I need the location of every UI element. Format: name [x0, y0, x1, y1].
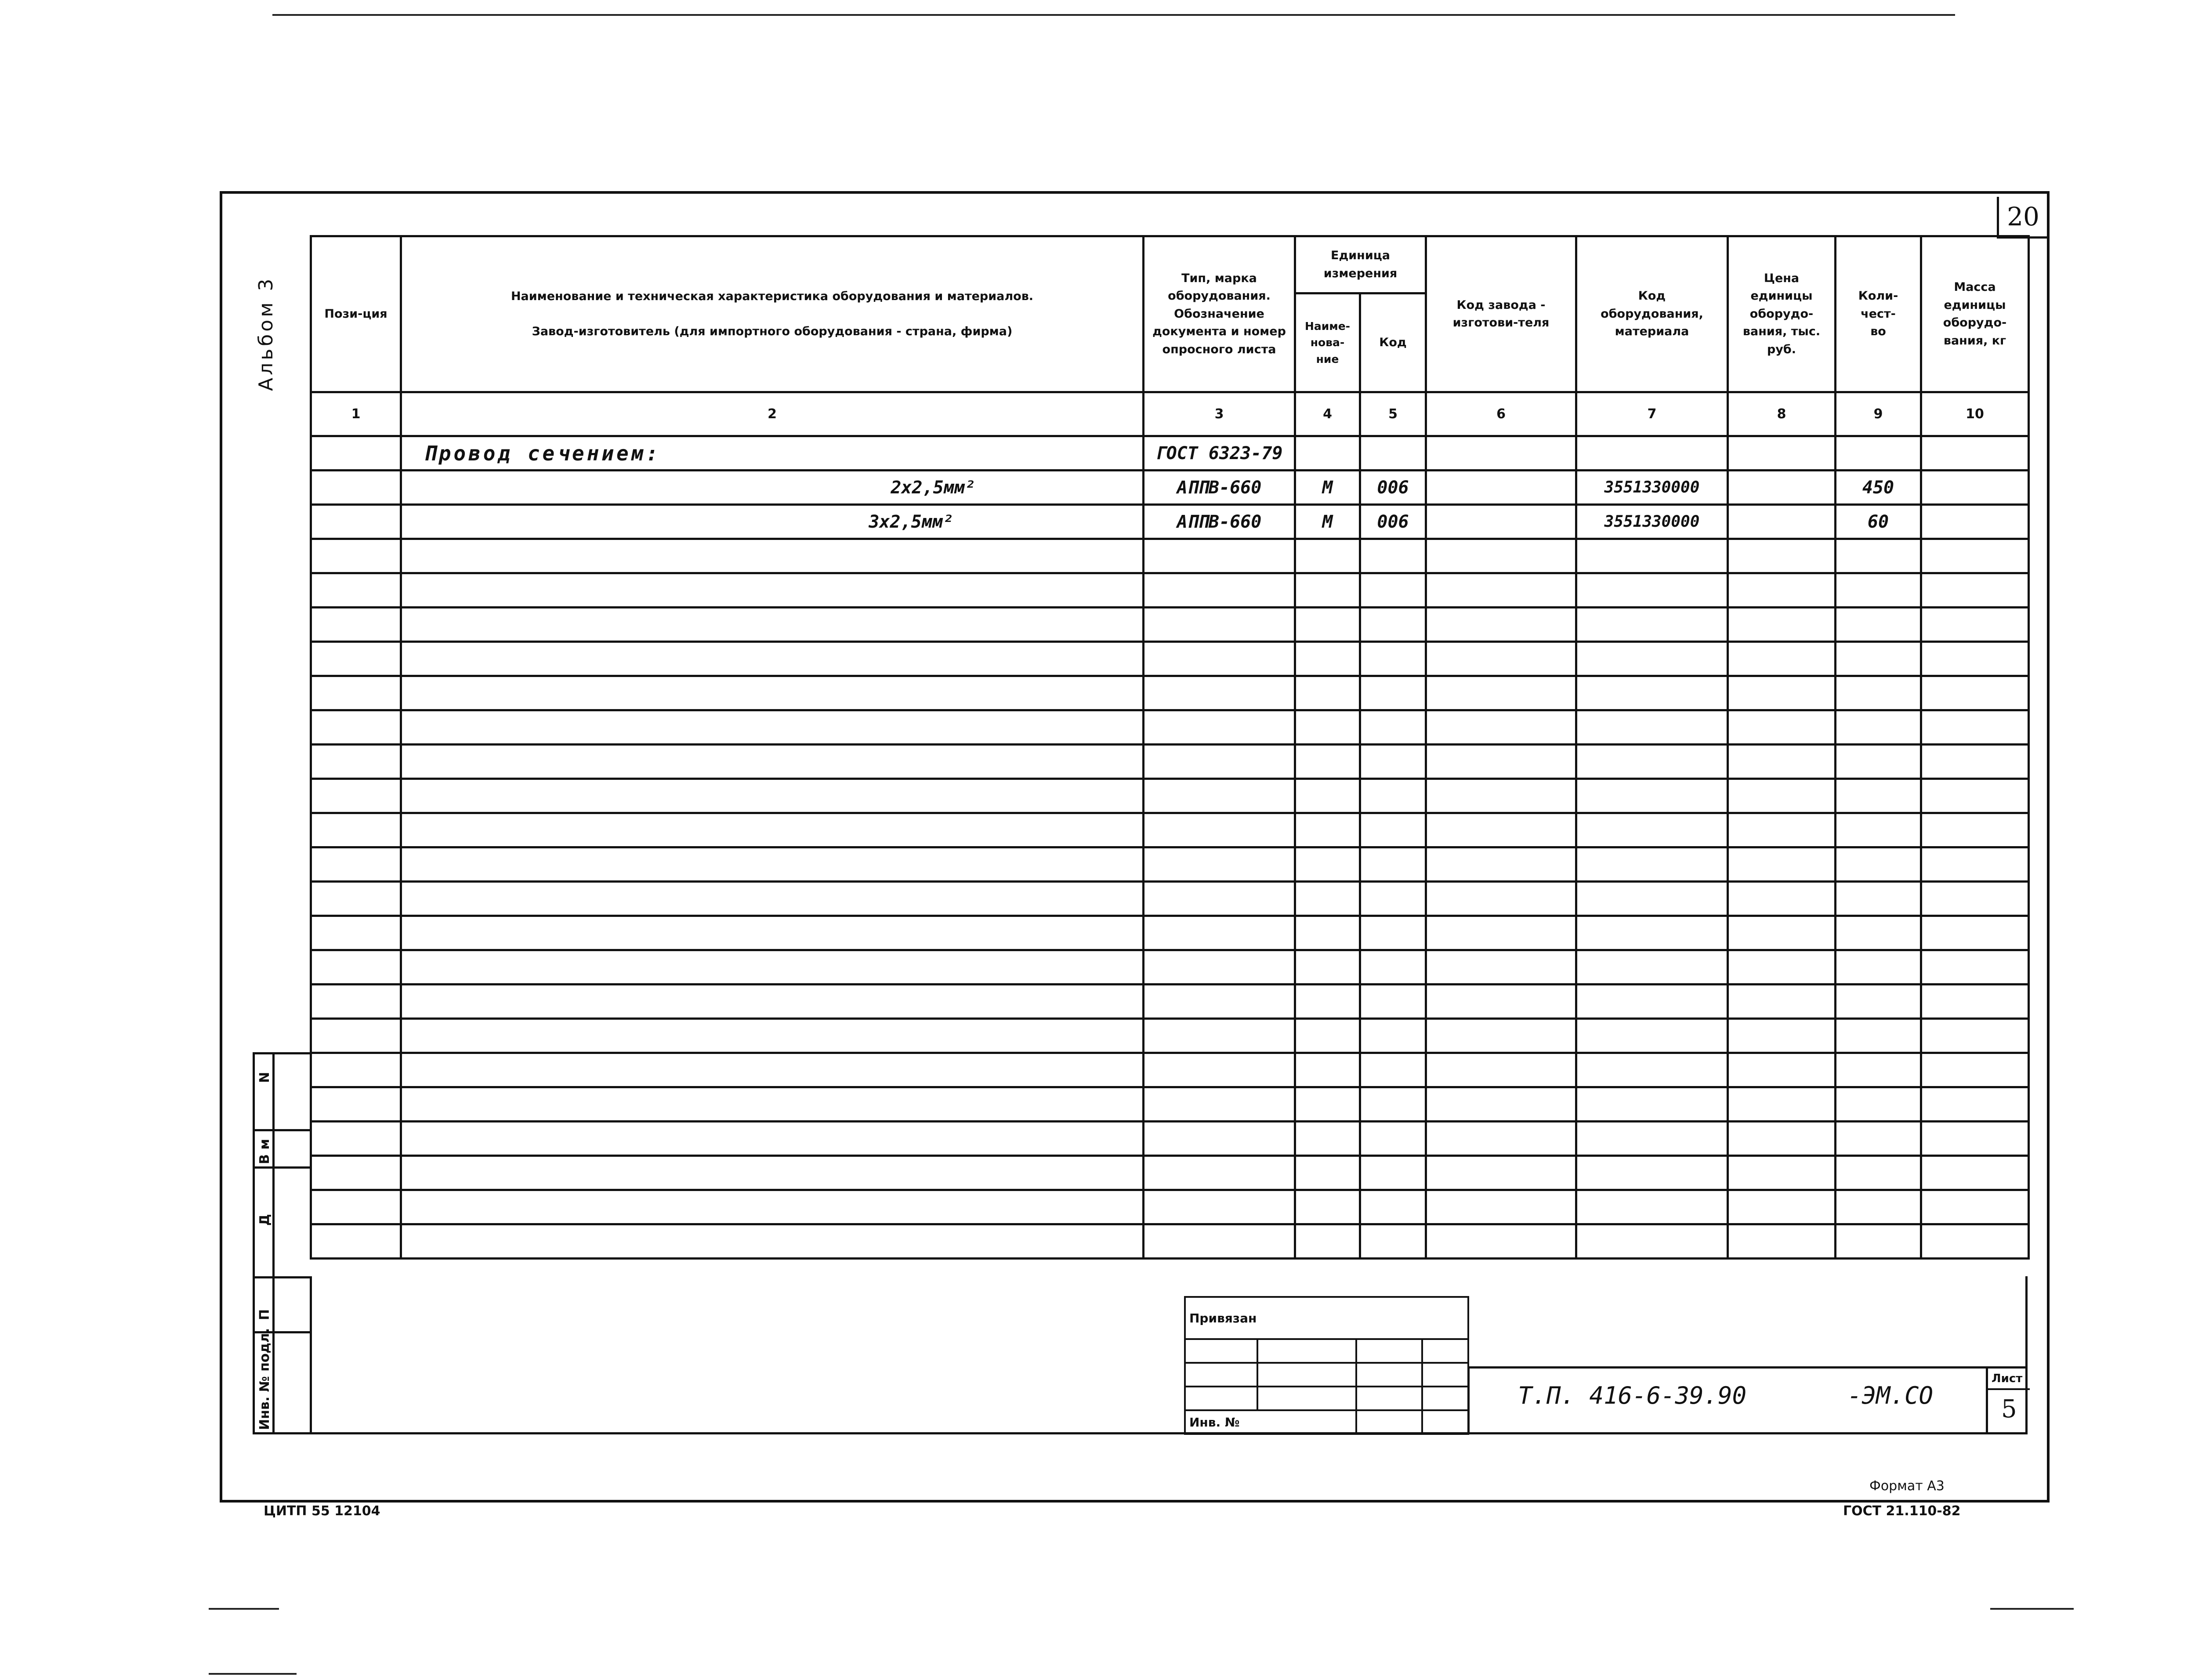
table-row [311, 813, 2029, 847]
table-row [311, 1087, 2029, 1122]
footer-left-code: ЦИТП 55 12104 [264, 1503, 380, 1519]
item-unit: М [1295, 505, 1360, 539]
table-row [311, 847, 2029, 882]
col-num-4: 4 [1295, 392, 1360, 436]
col-num-9: 9 [1836, 392, 1921, 436]
table-row [311, 1122, 2029, 1156]
item-name: 2х2,5мм² [401, 471, 1144, 505]
col-name-header [401, 236, 1144, 392]
bound-label: Привязан [1185, 1297, 1468, 1339]
table-row [311, 642, 2029, 676]
item-name: 3х2,5мм² [401, 505, 1144, 539]
col-unit-name-header: Наиме-нова-ние [1295, 293, 1360, 392]
item-qty [1836, 436, 1921, 471]
side-label-d: Д [257, 1214, 272, 1226]
specification-table [310, 235, 2030, 1260]
table-row [311, 1019, 2029, 1053]
sheet-divider [1988, 1388, 2030, 1390]
item-type: АППВ-660 [1144, 471, 1295, 505]
table-row [311, 1053, 2029, 1087]
table-row [311, 608, 2029, 642]
col-num-5: 5 [1360, 392, 1426, 436]
side-divider-2 [253, 1166, 310, 1169]
table-row [311, 779, 2029, 813]
table-row [311, 436, 2029, 471]
footer-gost: ГОСТ 21.110-82 [1843, 1503, 1961, 1519]
item-qty: 60 [1836, 505, 1921, 539]
sheet-value: 5 [2001, 1395, 2017, 1423]
item-type: АППВ-660 [1144, 505, 1295, 539]
sheet-corner-number: 20 [1997, 197, 2047, 239]
designation-suffix: -ЭМ.СО [1847, 1382, 1934, 1409]
designation-box [1467, 1366, 1986, 1432]
col-num-2: 2 [401, 392, 1144, 436]
col-type-header: Тип, марка оборудования. Обозначение документа и номер опросного листа [1144, 236, 1295, 392]
scan-line-bottom-1 [209, 1608, 279, 1610]
item-code [1576, 436, 1728, 471]
inv-no-label: Инв. № [1185, 1410, 1356, 1434]
item-unit-code: 006 [1360, 471, 1426, 505]
table-row [311, 916, 2029, 950]
table-row [311, 882, 2029, 916]
col-name-line2: Завод-изготовитель (для импортного оборудования - страна, фирма) [532, 325, 1013, 338]
col-qty-header: Коли-чест-во [1836, 236, 1921, 392]
item-code: 3551330000 [1576, 471, 1728, 505]
side-stamp-col-divider [272, 1052, 275, 1434]
side-divider-1 [253, 1129, 310, 1131]
item-unit-code [1360, 436, 1426, 471]
table-row [311, 471, 2029, 505]
table-row [311, 539, 2029, 573]
table-row [311, 505, 2029, 539]
header-row-1 [311, 236, 2029, 293]
side-label-n: N [257, 1072, 272, 1083]
col-num-3: 3 [1144, 392, 1295, 436]
col-num-1: 1 [311, 392, 401, 436]
album-label: Альбом 3 [255, 276, 277, 391]
column-number-row [311, 392, 2029, 436]
sheet-label: Лист [1992, 1372, 2023, 1385]
col-num-6: 6 [1426, 392, 1576, 436]
binding-stamp [1184, 1296, 1469, 1435]
col-unit-group-header: Единица измерения [1295, 236, 1426, 293]
scan-line-bottom-3 [1990, 1608, 2074, 1610]
col-num-10: 10 [1921, 392, 2029, 436]
col-num-8: 8 [1728, 392, 1836, 436]
sheet-box [1986, 1366, 2028, 1432]
col-factory-code-header: Код завода - изготови-теля [1426, 236, 1576, 392]
footer-format: Формат А3 [1869, 1478, 1945, 1494]
table-row [311, 1156, 2029, 1190]
col-num-7: 7 [1576, 392, 1728, 436]
table-row [311, 745, 2029, 779]
item-unit-code: 006 [1360, 505, 1426, 539]
side-label-p: П [257, 1309, 272, 1320]
col-unit-code-header: Код [1360, 293, 1426, 392]
side-divider-3 [253, 1276, 310, 1278]
col-name-line1: Наименование и техническая характеристика оборудования и материалов. [511, 289, 1034, 303]
side-label-v-m: В м [257, 1139, 272, 1164]
scan-line-bottom-2 [209, 1673, 297, 1675]
item-unit: М [1295, 471, 1360, 505]
item-type: ГОСТ 6323-79 [1144, 436, 1295, 471]
col-mass-header: Масса единицы оборудо-вания, кг [1921, 236, 2029, 392]
item-unit [1295, 436, 1360, 471]
side-label-inv: Инв. № подл. [257, 1328, 272, 1430]
table-row [311, 950, 2029, 985]
col-price-header: Цена единицы оборудо-вания, тыс. руб. [1728, 236, 1836, 392]
table-row [311, 985, 2029, 1019]
item-name: Провод сечением: [401, 436, 1144, 471]
empty-rows [311, 539, 2029, 1259]
item-qty: 450 [1836, 471, 1921, 505]
table-row [311, 710, 2029, 745]
col-equip-code-header: Код оборудования, материала [1576, 236, 1728, 392]
designation-code: Т.П. 416-6-39.90 [1518, 1382, 1747, 1409]
table-row [311, 573, 2029, 608]
table-row [311, 676, 2029, 710]
item-code: 3551330000 [1576, 505, 1728, 539]
col-pos-header: Пози-ция [311, 236, 401, 392]
table-row [311, 1190, 2029, 1224]
table-row [311, 1224, 2029, 1259]
scan-line-top [272, 14, 1955, 16]
